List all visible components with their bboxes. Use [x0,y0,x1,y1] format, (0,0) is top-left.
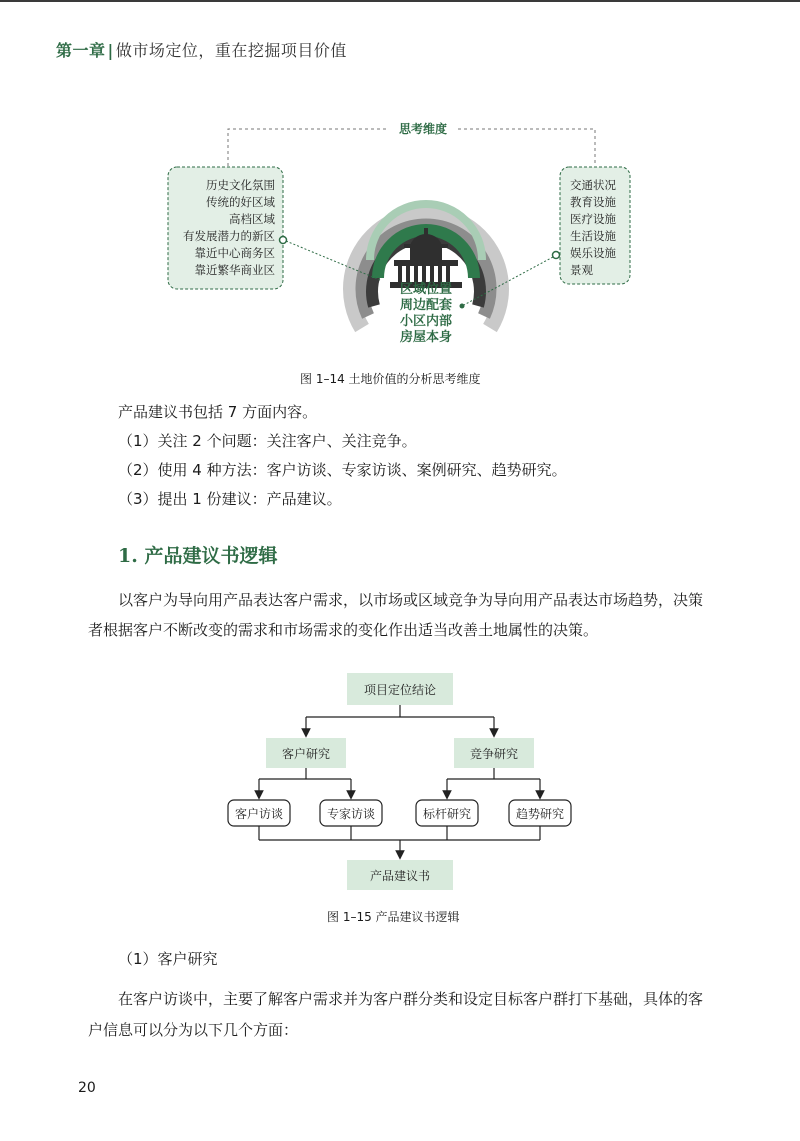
subsection-paragraph-line-1: 在客户访谈中，主要了解客户需求并为客户群分类和设定目标客户群打下基础，具体的客 [118,990,704,1008]
right-item-2: 教育设施 [570,195,616,209]
center-item-4: 房屋本身 [399,330,453,345]
left-item-4: 有发展潜力的新区 [183,229,275,243]
intro-line-2: （1）关注 2 个问题：关注客户、关注竞争。 [118,432,417,450]
left-item-2: 传统的好区域 [206,195,275,209]
subsection-paragraph-line-2: 户信息可以分为以下几个方面： [88,1021,299,1039]
right-item-6: 景观 [570,263,593,277]
right-item-5: 娱乐设施 [570,246,616,260]
left-item-3: 高档区域 [229,212,275,226]
flow-node-conclusion-label: 项目定位结论 [363,683,437,697]
figure-14-caption: 图 1–14 土地价值的分析思考维度 [300,372,481,386]
figure-15-caption: 图 1–15 产品建议书逻辑 [327,910,460,924]
center-item-2: 周边配套 [399,298,453,313]
page-number: 20 [78,1080,96,1096]
flow-node-customer-interview-label: 客户访谈 [234,807,284,821]
subsection-heading: （1）客户研究 [118,950,218,968]
right-item-3: 医疗设施 [570,212,616,226]
right-item-1: 交通状况 [570,178,616,192]
right-connector-dot [553,252,560,259]
header-separator: | [107,41,114,60]
flow-node-customer-research-label: 客户研究 [281,747,331,761]
figure-proposal-logic-flowchart [0,665,800,905]
intro-line-3: （2）使用 4 种方法：客户访谈、专家访谈、案例研究、趋势研究。 [118,461,567,479]
left-connector-dot [280,237,287,244]
flow-node-trend-research-label: 趋势研究 [515,807,565,821]
top-rule [0,0,800,2]
flow-node-benchmark-research-label: 标杆研究 [422,807,472,821]
flow-node-product-proposal-label: 产品建议书 [369,869,431,883]
section-paragraph-line-2: 者根据客户不断改变的需求和市场需求的变化作出适当改善土地属性的决策。 [88,621,599,639]
intro-line-4: （3）提出 1 份建议：产品建议。 [118,490,342,508]
center-connector-dot [460,304,465,309]
left-item-6: 靠近繁华商业区 [194,263,275,277]
chapter-label: 第一章 [56,41,106,60]
left-item-1: 历史文化氛围 [206,178,275,192]
center-item-1: 区域位置 [399,282,453,297]
left-item-5: 靠近中心商务区 [194,246,275,260]
right-item-4: 生活设施 [570,229,616,243]
intro-line-1: 产品建议书包括 7 方面内容。 [118,403,318,421]
running-header [56,38,347,61]
section-paragraph-line-1: 以客户为导向用产品表达客户需求，以市场或区域竞争为导向用产品表达市场趋势，决策 [118,591,704,609]
thinking-dimension-label: 思考维度 [398,122,448,136]
flow-node-expert-interview-label: 专家访谈 [326,807,376,821]
flow-node-competition-research-label: 竞争研究 [469,747,519,761]
chapter-title: 做市场定位，重在挖掘项目价值 [115,41,347,60]
section-heading: 1. 产品建议书逻辑 [118,545,278,567]
center-item-3: 小区内部 [399,314,453,329]
